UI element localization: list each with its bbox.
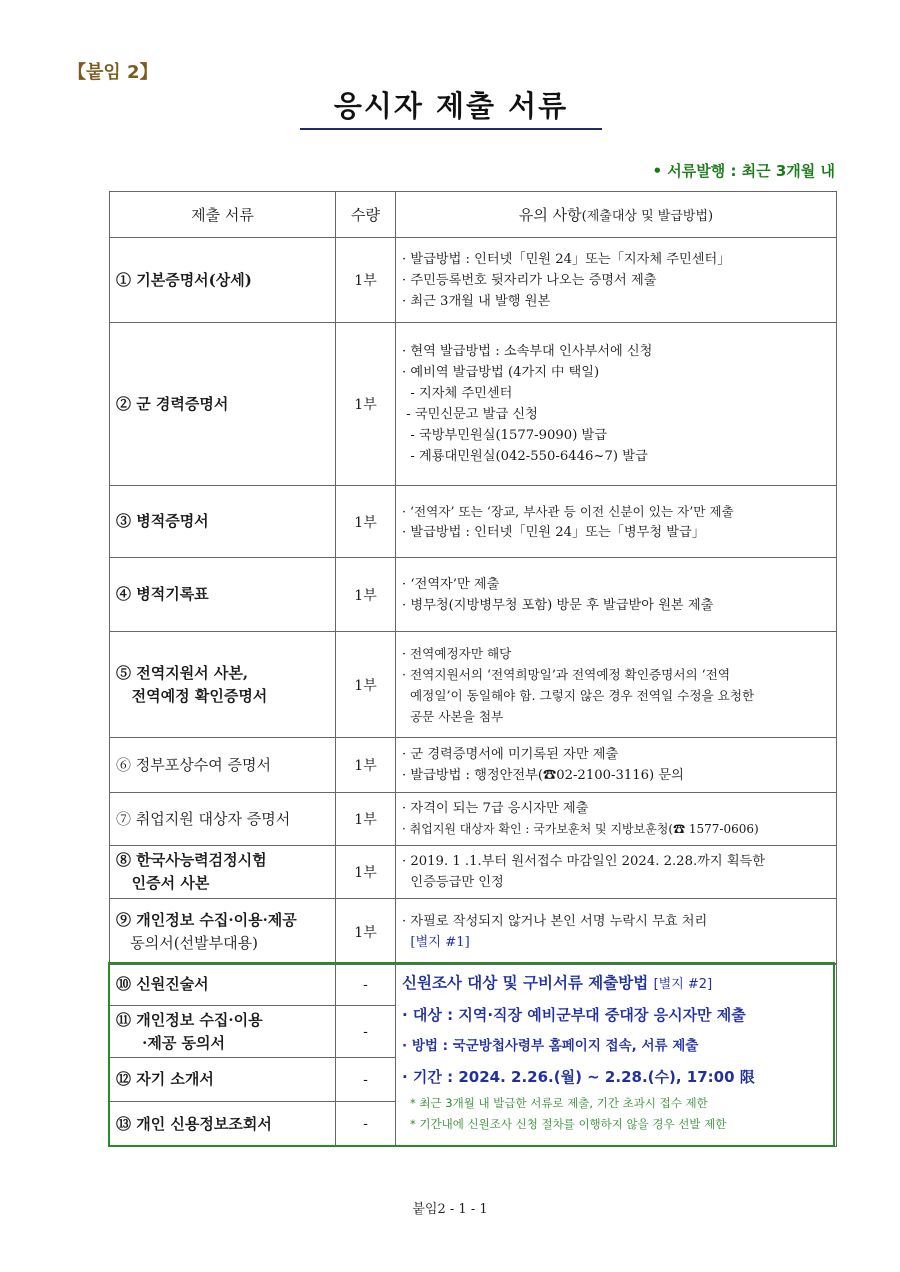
note-line: · 자필로 작성되지 않거나 본인 서명 누락시 무효 처리 [402,913,708,929]
note-line: · 발급방법 : 인터넷「민원 24」또는「지자체 주민센터」 [402,251,731,267]
note-line: - 국민신문고 발급 신청 [402,407,538,422]
doc-name [110,558,336,632]
doc-name [110,899,336,965]
doc-name-line: ⑦ 취업지원 대상자 증명서 [116,809,291,828]
candidate-table [109,963,837,1147]
table-row [110,323,837,486]
table-header-row [110,192,837,238]
doc-name-line: ⑫ 자기 소개서 [116,1070,214,1088]
doc-name [110,632,336,738]
header-notes-main: 유의 사항 [518,206,582,224]
note-line: 인증등급만 인정 [402,875,504,890]
doc-qty: 1부 [336,632,396,738]
doc-notes [396,558,837,632]
doc-notes [396,738,837,793]
note-line: · 전역지원서의 ‘전역희망일’과 전역예정 확인증명서의 ‘전역 [402,666,731,682]
note-line: - 계룡대민원실(042-550-6446~7) 발급 [402,449,648,464]
doc-notes [396,793,837,846]
doc-name-line: 전역예정 확인증명서 [116,686,268,705]
candidate-note: * 최근 3개월 내 발급한 서류로 제출, 기간 초과시 접수 제한 [410,1096,708,1110]
title-underline [300,128,602,130]
page-title: 응시자 제출 서류 [333,89,569,123]
candidate-period: · 기간 : 2024. 2.26.(월) ~ 2.28.(수), 17:00 限 [402,1068,755,1086]
doc-notes [396,846,837,899]
doc-name [110,793,336,846]
note-line: · ‘전역자’ 또는 ‘장교, 부사관 등 이전 신분이 있는 자’만 제출 [402,503,734,519]
attachment-label: 【붙임 2】 [68,62,158,83]
table-row [110,632,837,738]
note-line: · 주민등록번호 뒷자리가 나오는 증명서 제출 [402,272,657,288]
note-line: - 지자체 주민센터 [402,386,513,401]
note-line: · 최근 3개월 내 발행 원본 [402,293,551,309]
note-line: · 현역 발급방법 : 소속부대 인사부서에 신청 [402,344,653,359]
doc-qty: 1부 [336,238,396,323]
doc-qty: - [336,1006,396,1058]
doc-name [110,964,336,1006]
header-notes [396,192,837,238]
issue-note: • 서류발행 : 최근 3개월 내 [652,162,835,180]
page-footer: 붙임2 - 1 - 1 [412,1202,488,1217]
doc-qty: 1부 [336,846,396,899]
note-line: · 취업지원 대상자 확인 : 국가보훈처 및 지방보훈청(☎ 1577-0606) [402,822,759,836]
note-line: · 군 경력증명서에 미기록된 자만 제출 [402,747,619,762]
note-line: · 2019. 1 .1.부터 원서접수 마감일인 2024. 2.28.까지 획득한 [402,854,766,869]
doc-name [110,486,336,558]
doc-qty: - [336,1058,396,1102]
doc-name-line: ④ 병적기록표 [116,585,209,603]
table-row [110,238,837,323]
form-ref-2: [별지 #2] [653,977,713,992]
doc-name-line: ⑥ 정부포상수여 증명서 [116,755,271,774]
note-line: · 전역예정자만 해당 [402,645,512,661]
doc-qty: 1부 [336,323,396,486]
doc-qty: - [336,964,396,1006]
doc-qty: 1부 [336,738,396,793]
doc-name-line: ⑧ 한국사능력검정시험 [116,851,267,869]
note-line: 예정일’이 동일해야 함. 그렇지 않은 경우 전역일 수정을 요청한 [402,687,755,703]
note-line: 공문 사본을 첨부 [402,708,504,724]
doc-name-line: ① 기본증명서(상세) [116,270,252,289]
note-line: · 발급방법 : 인터넷「민원 24」또는「병무청 발급」 [402,524,705,540]
table-row [110,793,837,846]
doc-qty: 1부 [336,793,396,846]
doc-qty: 1부 [336,486,396,558]
doc-notes [396,632,837,738]
candidate-heading [402,968,832,1000]
candidate-method: · 방법 : 국군방첩사령부 홈페이지 접속, 서류 제출 [402,1038,699,1054]
doc-notes [396,486,837,558]
table-row [110,558,837,632]
doc-name [110,1058,336,1102]
table-row [110,846,837,899]
doc-qty: - [336,1102,396,1147]
header-doc: 제출 서류 [110,192,336,238]
doc-notes [396,899,837,965]
note-line: · 예비역 발급방법 (4가지 中 택일) [402,365,600,380]
doc-name [110,846,336,899]
doc-notes [396,238,837,323]
note-line: · 병무청(지방병무청 포함) 방문 후 발급받아 원본 제출 [402,597,714,613]
note-line: · ‘전역자’만 제출 [402,576,500,592]
doc-name-line: ⑤ 전역지원서 사본, [116,663,249,682]
doc-name-line: 인증서 사본 [116,874,210,892]
table-row [110,899,837,965]
header-qty: 수량 [336,192,396,238]
note-line: · 자격이 되는 7급 응시자만 제출 [402,801,589,816]
doc-name [110,323,336,486]
doc-name [110,1102,336,1147]
doc-name [110,738,336,793]
table-row [110,486,837,558]
doc-qty: 1부 [336,899,396,965]
doc-name [110,1006,336,1058]
note-line: · 발급방법 : 행정안전부(☎02-2100-3116) 문의 [402,768,684,783]
header-notes-sub: (제출대상 및 발급방법) [581,209,714,224]
documents-table [109,191,837,965]
doc-name-line: ⑬ 개인 신용정보조회서 [116,1114,272,1133]
doc-name-line: ③ 병적증명서 [116,512,209,530]
candidate-target: · 대상 : 지역·직장 예비군부대 중대장 응시자만 제출 [402,1006,746,1024]
note-line: - 국방부민원실(1577-9090) 발급 [402,428,608,443]
doc-name [110,238,336,323]
doc-notes [396,323,837,486]
candidate-instructions [396,964,837,1147]
form-ref-1: [별지 #1] [402,934,470,950]
doc-name-line: ·제공 동의서 [116,1033,226,1052]
table-row [110,964,837,1006]
doc-name-line: 동의서(선발부대용) [116,933,258,952]
doc-name-line: ⑩ 신원진술서 [116,975,209,993]
candidate-note: * 기간내에 신원조사 신청 절차를 이행하지 않을 경우 선발 제한 [410,1117,727,1131]
doc-qty: 1부 [336,558,396,632]
doc-name-line: ② 군 경력증명서 [116,394,229,413]
table-row [110,738,837,793]
candidate-heading-text: 신원조사 대상 및 구비서류 제출방법 [402,974,649,992]
doc-name-line: ⑪ 개인정보 수집·이용 [116,1010,263,1029]
doc-name-line: ⑨ 개인정보 수집·이용·제공 [116,910,297,929]
